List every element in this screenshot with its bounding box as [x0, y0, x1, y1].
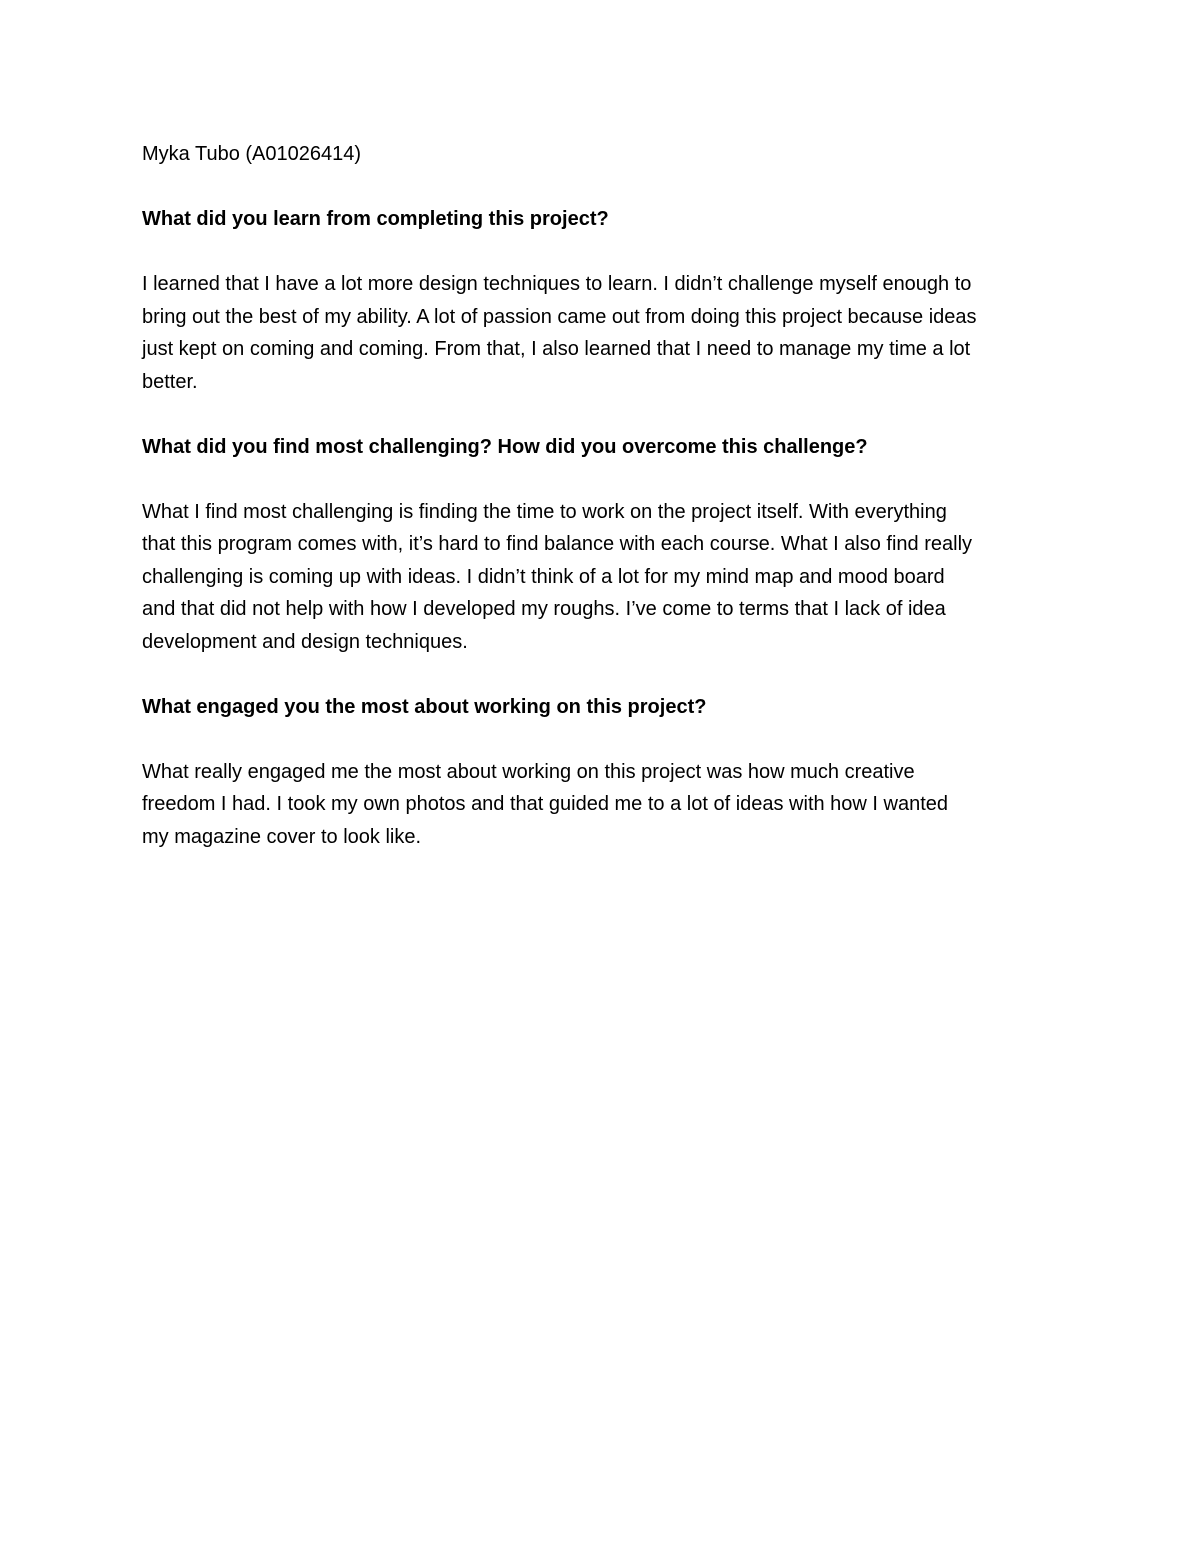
answer-1-line: I learned that I have a lot more design techniques to learn. I didn’t challenge myself enough to: [142, 273, 972, 295]
answer-1-line: better.: [142, 370, 198, 393]
question-3: What engaged you the most about working on this project?: [142, 695, 707, 718]
document-body: [142, 138, 1072, 886]
answer-1-line: bring out the best of my ability. A lot of passion came out from doing this project because ideas: [142, 305, 977, 328]
question-1: What did you learn from completing this project?: [142, 208, 609, 230]
answer-2-line: that this program comes with, it’s hard to find balance with each course. What I also find really: [142, 533, 973, 555]
answer-2-line: What I find most challenging is finding the time to work on the project itself. With everything: [142, 500, 947, 523]
question-2: What did you find most challenging? How did you overcome this challenge?: [142, 435, 868, 458]
answer-3-line: What really engaged me the most about working on this project was how much creative: [142, 760, 915, 783]
author-line: Myka Tubo (A01026414): [142, 143, 362, 165]
answer-1-line: just kept on coming and coming. From that, I also learned that I need to manage my time a lot: [142, 338, 971, 360]
answer-2-line: challenging is coming up with ideas. I didn’t think of a lot for my mind map and mood board: [142, 565, 945, 588]
answer-1: [142, 268, 1072, 398]
answer-3-line: my magazine cover to look like.: [142, 825, 422, 848]
answer-3: [142, 756, 1072, 854]
answer-3-line: freedom I had. I took my own photos and that guided me to a lot of ideas with how I wanted: [142, 793, 949, 815]
answer-2-line: development and design techniques.: [142, 630, 468, 653]
answer-2-line: and that did not help with how I developed my roughs. I’ve come to terms that I lack of idea: [142, 598, 946, 620]
answer-2: [142, 496, 1072, 659]
